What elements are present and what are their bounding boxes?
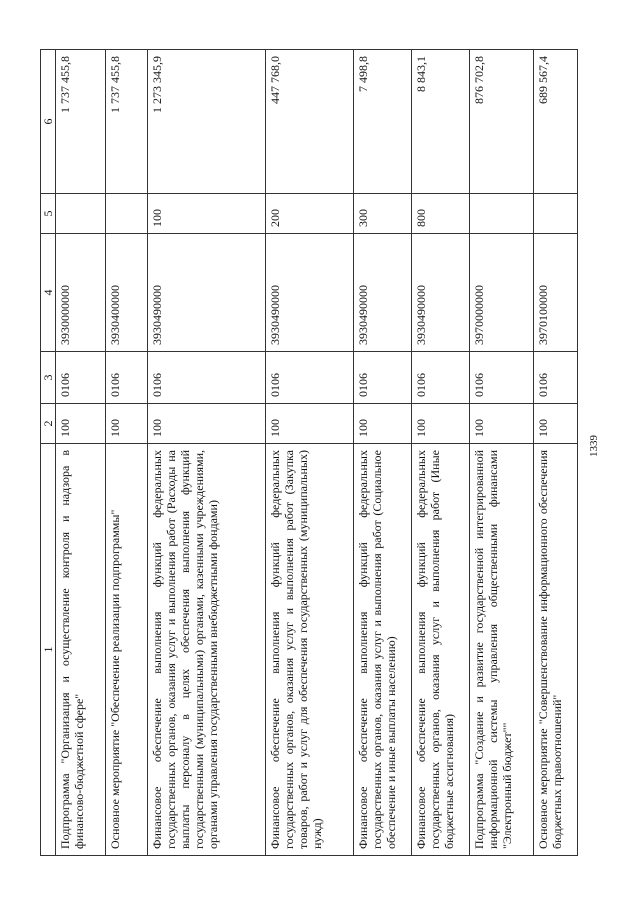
row-target: 3930000000: [56, 234, 106, 352]
row-vr: [534, 194, 578, 234]
table-row: [266, 50, 354, 856]
row-amount: 1 737 455,8: [106, 50, 148, 194]
row-section: 0106: [266, 352, 354, 404]
row-target: 3930400000: [106, 234, 148, 352]
row-name: Финансовое обеспечение выполнения функций федеральных государственных органов, оказания услуг и выполнения работ (Расходы на выплаты персоналу в целях обеспечения выполнения функций государственными (муниципальными) органами, казенными учреждениями, органами управления государственными внебюджетными фондами): [148, 444, 266, 856]
row-amount: 8 843,1: [412, 50, 470, 194]
row-ministry: 100: [148, 404, 266, 444]
row-name: Основное мероприятие "Совершенствование информационного обеспечения бюджетных правоотношений": [534, 444, 578, 856]
page-number: 1339: [588, 435, 600, 457]
table-row: [412, 50, 470, 856]
row-ministry: 100: [106, 404, 148, 444]
header-col-6: 6: [41, 50, 56, 194]
rotated-table-wrapper: [40, 50, 615, 856]
header-col-3: 3: [41, 352, 56, 404]
row-amount: 876 702,8: [470, 50, 534, 194]
table-row: [534, 50, 578, 856]
row-name: Финансовое обеспечение выполнения функций федеральных государственных органов, оказания услуг и выполнения работ (Социальное обеспечение и иные выплаты населению): [354, 444, 412, 856]
row-vr: 200: [266, 194, 354, 234]
row-target: 3930490000: [148, 234, 266, 352]
row-vr: [106, 194, 148, 234]
row-name: Подпрограмма "Создание и развитие государственной интегрированной информационной системы управления общественными финансами "Электронный бюджет"": [470, 444, 534, 856]
row-name: Финансовое обеспечение выполнения функций федеральных государственных органов, оказания услуг и выполнения работ (Закупка товаров, работ и услуг для обеспечения государственных (муниципальных) нужд): [266, 444, 354, 856]
row-ministry: 100: [266, 404, 354, 444]
row-section: 0106: [412, 352, 470, 404]
row-target: 3970000000: [470, 234, 534, 352]
row-target: 3930490000: [266, 234, 354, 352]
row-section: 0106: [534, 352, 578, 404]
row-vr: 300: [354, 194, 412, 234]
row-vr: [470, 194, 534, 234]
row-ministry: 100: [56, 404, 106, 444]
row-ministry: 100: [412, 404, 470, 444]
row-vr: 100: [148, 194, 266, 234]
row-target: 3970100000: [534, 234, 578, 352]
header-row: [41, 50, 56, 856]
row-amount: 1 273 345,9: [148, 50, 266, 194]
row-name: Финансовое обеспечение выполнения функций федеральных государственных органов, оказания услуг и выполнения работ (Иные бюджетные ассигнования): [412, 444, 470, 856]
row-ministry: 100: [354, 404, 412, 444]
row-section: 0106: [106, 352, 148, 404]
row-amount: 447 768,0: [266, 50, 354, 194]
table-row: [56, 50, 106, 856]
header-col-5: 5: [41, 194, 56, 234]
row-name: Основное мероприятие "Обеспечение реализации подпрограммы": [106, 444, 148, 856]
row-vr: 800: [412, 194, 470, 234]
table-row: [354, 50, 412, 856]
budget-table: [40, 49, 578, 856]
row-section: 0106: [354, 352, 412, 404]
row-amount: 7 498,8: [354, 50, 412, 194]
header-col-1: 1: [41, 444, 56, 856]
row-ministry: 100: [470, 404, 534, 444]
row-section: 0106: [148, 352, 266, 404]
row-amount: 689 567,4: [534, 50, 578, 194]
table-row: [470, 50, 534, 856]
row-target: 3930490000: [412, 234, 470, 352]
header-col-4: 4: [41, 234, 56, 352]
header-col-2: 2: [41, 404, 56, 444]
table-row: [106, 50, 148, 856]
row-target: 3930490000: [354, 234, 412, 352]
row-name: Подпрограмма "Организация и осуществление контроля и надзора в финансово-бюджетной сфере": [56, 444, 106, 856]
row-amount: 1 737 455,8: [56, 50, 106, 194]
row-section: 0106: [470, 352, 534, 404]
row-vr: [56, 194, 106, 234]
table-row: [148, 50, 266, 856]
row-section: 0106: [56, 352, 106, 404]
row-ministry: 100: [534, 404, 578, 444]
